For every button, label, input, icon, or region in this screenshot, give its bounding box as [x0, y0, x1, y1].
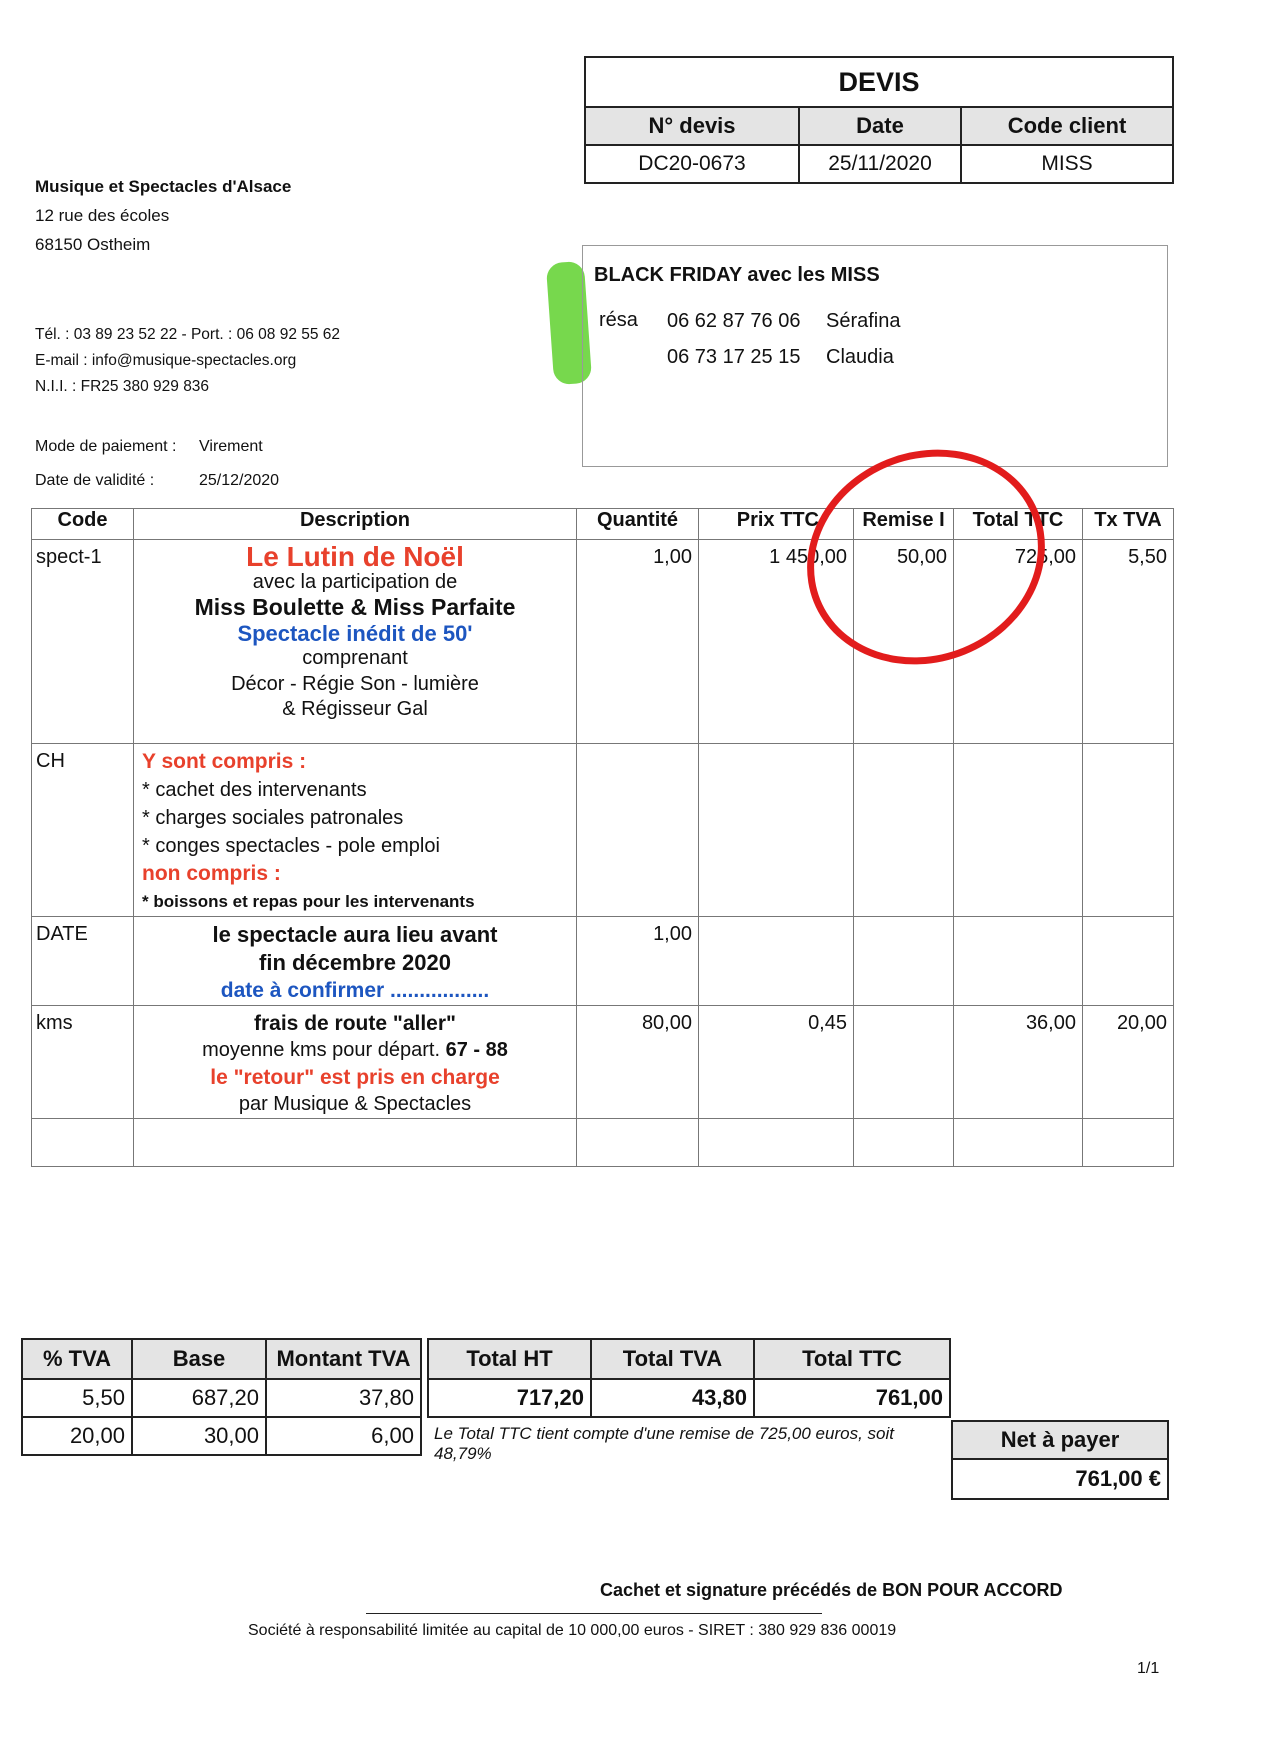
description-line: Spectacle inédit de 50' [237, 620, 473, 646]
vat-rate: 5,50 [22, 1379, 132, 1417]
table-row [32, 917, 1174, 1006]
row-discount [854, 744, 954, 917]
devis-title: DEVIS [586, 58, 1172, 108]
description-line: 67 - 88 [445, 1039, 508, 1061]
row-discount [854, 1006, 954, 1119]
description-line: avec la participation de [252, 570, 458, 593]
total-tva-header: Total TVA [591, 1339, 754, 1379]
col-code-header: Code [32, 509, 134, 540]
validity-label: Date de validité : [35, 472, 155, 489]
totals-table [427, 1338, 951, 1418]
payment-mode-label: Mode de paiement : [35, 438, 177, 455]
total-ttc-header: Total TTC [754, 1339, 950, 1379]
company-nii: N.I.I. : FR25 380 929 836 [35, 378, 210, 395]
description-line: par Musique & Spectacles [238, 1093, 472, 1115]
description-line: * boissons et repas pour les intervenants [142, 892, 475, 911]
table-row [22, 1379, 421, 1417]
description-line: frais de route "aller" [254, 1012, 456, 1035]
company-contact [35, 322, 340, 400]
vat-breakdown-table [21, 1338, 422, 1456]
row-price: 0,45 [699, 1006, 854, 1119]
resa-name-1: Sérafina [826, 310, 901, 332]
row-description [134, 744, 577, 917]
description-line: le spectacle aura lieu avant [212, 922, 498, 947]
row-description [134, 540, 577, 744]
col-vat-header: Tx TVA [1083, 509, 1174, 540]
table-row [428, 1379, 950, 1417]
total-tva: 43,80 [591, 1379, 754, 1417]
table-row [32, 744, 1174, 917]
row-quantity [577, 744, 699, 917]
description-line: & Régisseur Gal [282, 698, 428, 720]
devis-number-header: N° devis [586, 108, 800, 146]
row-code: DATE [32, 917, 134, 1006]
devis-date-header: Date [800, 108, 962, 146]
resa-phone-1: 06 62 87 76 06 [667, 310, 801, 332]
description-line: date à confirmer ................. [220, 979, 490, 1002]
total-ht: 717,20 [428, 1379, 591, 1417]
row-total: 725,00 [954, 540, 1083, 744]
row-price [699, 917, 854, 1006]
row-quantity: 1,00 [577, 917, 699, 1006]
resa-label: résa [599, 309, 638, 331]
vat-base-header: Base [132, 1339, 266, 1379]
description-line: fin décembre 2020 [259, 950, 451, 975]
net-to-pay-label: Net à payer [953, 1422, 1167, 1460]
row-quantity: 80,00 [577, 1006, 699, 1119]
vat-rate-header: % TVA [22, 1339, 132, 1379]
table-row [22, 1417, 421, 1455]
description-line: * charges sociales patronales [142, 807, 404, 829]
net-to-pay-box [951, 1420, 1169, 1500]
col-discount-header: Remise I [854, 509, 954, 540]
row-price [699, 744, 854, 917]
show-title: Le Lutin de Noël [246, 541, 464, 572]
company-address [35, 172, 291, 259]
row-code: kms [32, 1006, 134, 1119]
row-code: spect-1 [32, 540, 134, 744]
resa-name-2: Claudia [826, 346, 894, 368]
devis-number: DC20-0673 [586, 146, 800, 182]
row-discount: 50,00 [854, 540, 954, 744]
company-email: E-mail : info@musique-spectacles.org [35, 352, 297, 369]
company-phone: Tél. : 03 89 23 52 22 - Port. : 06 08 92 55 62 [35, 326, 341, 343]
description-line: non compris : [142, 862, 281, 885]
col-quantity-header: Quantité [577, 509, 699, 540]
client-code-header: Code client [962, 108, 1172, 146]
vat-rate: 20,00 [22, 1417, 132, 1455]
legal-footer: Société à responsabilité limitée au capital de 10 000,00 euros - SIRET : 380 929 836 00019 [248, 1622, 897, 1639]
company-address-line1: 12 rue des écoles [35, 206, 170, 225]
client-code: MISS [1041, 152, 1093, 175]
row-vat [1083, 917, 1174, 1006]
col-price-header: Prix TTC [699, 509, 854, 540]
discount-note: Le Total TTC tient compte d'une remise de 725,00 euros, soit 48,79% [434, 1424, 894, 1463]
row-total [954, 917, 1083, 1006]
validity-value: 25/12/2020 [199, 472, 280, 489]
row-quantity: 1,00 [577, 540, 699, 744]
footer-divider [366, 1613, 822, 1614]
description-line: moyenne kms pour départ. [202, 1039, 441, 1061]
resa-phone-2: 06 73 17 25 15 [667, 346, 801, 368]
row-total: 36,00 [954, 1006, 1083, 1119]
description-line: * cachet des intervenants [142, 779, 367, 801]
devis-header-box [584, 56, 1174, 184]
vat-base: 687,20 [132, 1379, 266, 1417]
row-total [954, 744, 1083, 917]
row-price: 1 450,00 [699, 540, 854, 744]
net-to-pay-value: 761,00 € [1075, 1466, 1161, 1491]
vat-base: 30,00 [132, 1417, 266, 1455]
payment-mode-value: Virement [199, 438, 263, 455]
description-line: Décor - Régie Son - lumière [231, 672, 479, 695]
total-ttc: 761,00 [754, 1379, 950, 1417]
total-ht-header: Total HT [428, 1339, 591, 1379]
row-vat [1083, 744, 1174, 917]
signature-instruction: Cachet et signature précédés de BON POUR ACCORD [600, 1580, 1063, 1600]
col-description-header: Description [134, 509, 577, 540]
description-line: Miss Boulette & Miss Parfaite [194, 594, 516, 620]
company-name: Musique et Spectacles d'Alsace [35, 177, 292, 196]
description-line: comprenant [302, 647, 408, 669]
company-address-line2: 68150 Ostheim [35, 235, 151, 254]
description-line: le "retour" est pris en charge [210, 1066, 500, 1089]
row-description [134, 1006, 577, 1119]
vat-amount: 6,00 [266, 1417, 421, 1455]
row-discount [854, 917, 954, 1006]
row-vat: 20,00 [1083, 1006, 1174, 1119]
col-total-header: Total TTC [954, 509, 1083, 540]
promo-box [582, 245, 1168, 467]
row-vat: 5,50 [1083, 540, 1174, 744]
row-code: CH [32, 744, 134, 917]
promo-title: BLACK FRIDAY avec les MISS [594, 264, 880, 286]
description-line: Y sont compris : [142, 750, 307, 773]
row-description [134, 917, 577, 1006]
payment-info [35, 430, 280, 498]
table-row-empty [32, 1119, 1174, 1167]
devis-date: 25/11/2020 [800, 146, 962, 182]
description-line: * conges spectacles - pole emploi [142, 835, 440, 857]
vat-amount-header: Montant TVA [266, 1339, 421, 1379]
vat-amount: 37,80 [266, 1379, 421, 1417]
table-row [32, 1006, 1174, 1119]
page-number: 1/1 [1137, 1660, 1160, 1677]
